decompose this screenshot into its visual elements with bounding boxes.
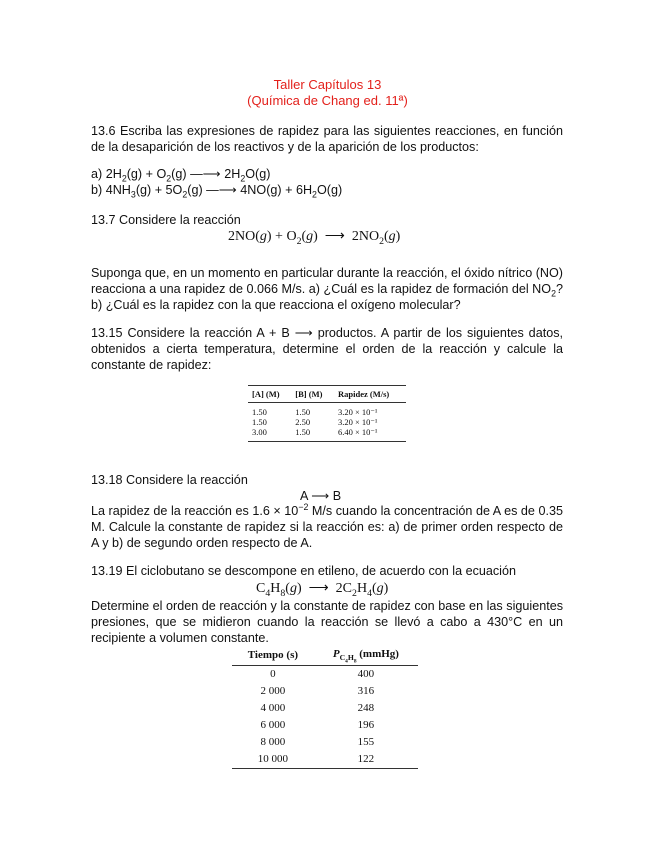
table-row: 8 000 155 [260, 735, 375, 748]
problem-13-6-text: 13.6 Escriba las expresiones de rapidez para las siguientes reacciones, en función de la desaparición de los reactivos y de la aparición de los productos: [91, 124, 563, 154]
table-header: Tiempo (s) [232, 646, 314, 665]
problem-13-7-text: Suponga que, en un momento en particular durante la reacción, el óxido nítrico (NO) reacciona a una rapidez de 0.066 M/s. a) ¿Cuál es la rapidez de formación del $NO_2$? b) ¿Cuál es la rapidez con la que reacciona el oxígeno molecular? [91, 266, 563, 312]
problem-13-7-heading: 13.7 Considere la reacción [91, 213, 241, 227]
table-header: [A] (M) [248, 386, 291, 403]
table-header: $P_{C_4H_8}$ (mmHg) [314, 646, 418, 665]
problem-13-18-heading: 13.18 Considere la reacción [91, 473, 248, 487]
reaction-b: b) $4NH_3(g) + 5O_2(g)$ —⟶ $4NO(g) + 6H_2O(g)$ [91, 183, 343, 200]
reaction-a-to-b: A ⟶ B [300, 489, 342, 503]
table-header: [B] (M) [291, 386, 334, 403]
table-row: 1.50 2.50 3.20 × 10⁻¹ [252, 417, 378, 427]
table-row: 6 000 196 [260, 718, 375, 731]
table-row: 1.50 1.50 3.20 × 10⁻¹ [252, 407, 378, 417]
problem-13-19-text: Determine el orden de reacción y la constante de rapidez con base en las siguientes presiones, que se midieron cuando la reacción se llevó a cabo a 430°C en un recipiente a volumen constante. [91, 599, 563, 645]
table-header: Rapidez (M/s) [334, 386, 406, 403]
table-row: 3.00 1.50 6.40 × 10⁻¹ [248, 427, 406, 442]
document-title: Taller Capítulos 13 [273, 77, 382, 92]
pressure-data-table [232, 646, 418, 769]
equation-cyclobutane: $C_4H_8(g)$ ⟶ $2C_2H_4(g)$ [256, 581, 389, 599]
reaction-a: a) $2H_2(g) + O_2(g)$ —⟶ $2H_2O(g)$ [91, 167, 271, 184]
table-row: 0 400 [270, 667, 375, 680]
table-row: 2 000 316 [260, 684, 375, 697]
problem-13-15-text: 13.15 Considere la reacción A + B ⟶ productos. A partir de los siguientes datos, obtenidos a cierta temperatura, determine el orden de la reacción y calcule la constante de rapidez: [91, 326, 563, 372]
document-subtitle: (Química de Chang ed. 11ª) [247, 93, 408, 108]
table-row: 10 000 122 [232, 751, 418, 769]
problem-13-19-heading: 13.19 El ciclobutano se descompone en etileno, de acuerdo con la ecuación [91, 564, 516, 578]
rate-data-table [248, 385, 406, 442]
equation-no-o2: $2NO(g) + O_2(g)$ ⟶ $2NO_2(g)$ [228, 229, 401, 247]
problem-13-18-text: La rapidez de la reacción es $1.6 \times 10^{-2}$ M/s cuando la concentración de A es de 0.35 M. Calcule la constante de rapidez si la reacción es: a) de primer orden respecto de A y b) de segundo orden respecto de A. [91, 501, 563, 550]
table-row: 4 000 248 [260, 701, 375, 714]
